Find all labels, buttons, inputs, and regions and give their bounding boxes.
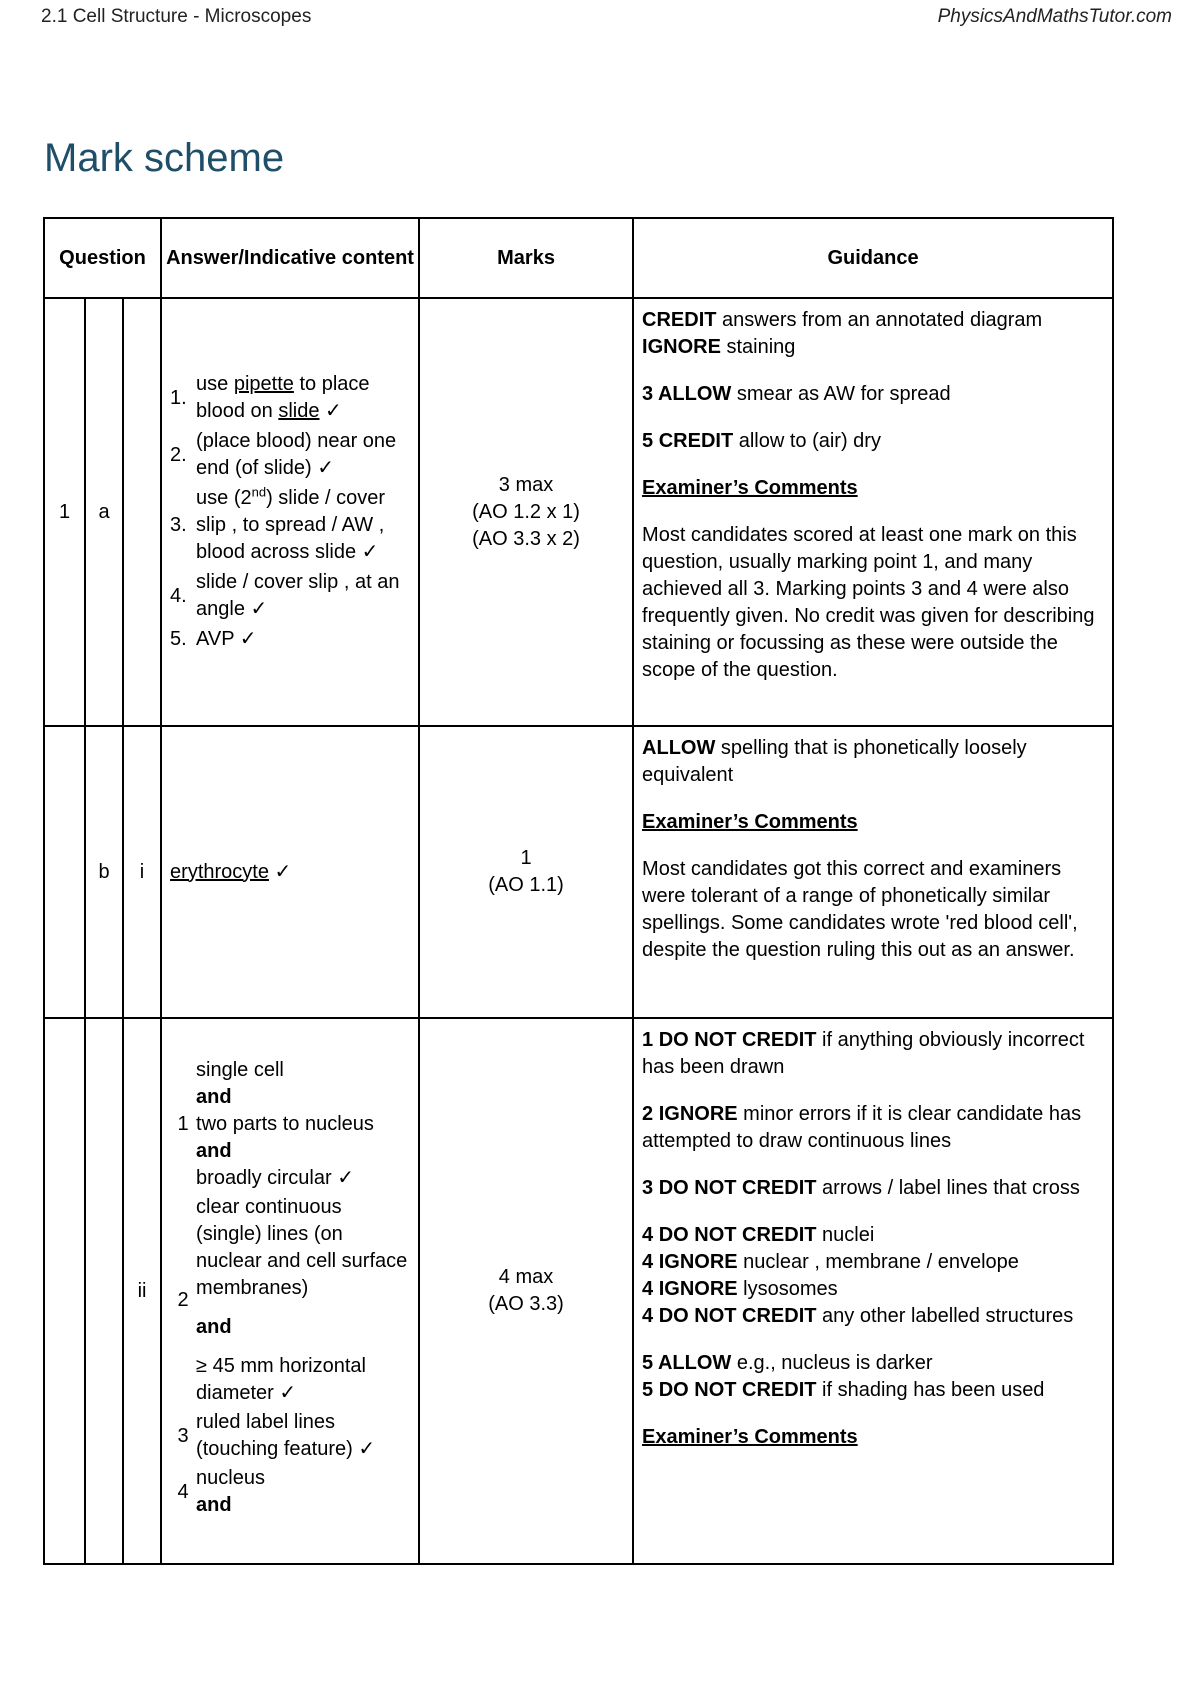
list-item: 4. slide / cover slip , at an angle ✓ (170, 571, 400, 620)
examiners-comment: Most candidates scored at least one mark on this question, usually marking point 1, and many achieved all 3. Marking points 3 and 4 were also frequently given. No credit was given for describing staining or focussing as these were outside the scope of the question. (642, 524, 1095, 681)
marks-cell: 1 (AO 1.1) (419, 726, 633, 1018)
list-item: 1. use pipette to place blood on slide ✓ (170, 373, 370, 422)
page-title: Mark scheme (44, 136, 285, 180)
guidance-cell: ALLOW spelling that is phonetically loosely equivalent Examiner’s Comments Most candidates got this correct and examiners were tolerant of a range of phonetically similar spellings. Some candidates wrote 'red blood cell', despite the question ruling this out as an answer. (633, 726, 1113, 1018)
answer-cell: erythrocyte ✓ (161, 726, 419, 1018)
list-item: 2 clear continuous (single) lines (on nuclear and cell surface membranes) and ≥ 45 mm horizontal diameter ✓ (177, 1196, 408, 1404)
mark-scheme-table (43, 217, 1114, 1565)
marks-cell: 4 max (AO 3.3) (419, 1018, 633, 1564)
list-item: 1 single cell and two parts to nucleus and broadly circular ✓ (177, 1059, 374, 1189)
question-subpart (123, 298, 161, 726)
header-right: PhysicsAndMathsTutor.com (937, 6, 1172, 27)
col-marks: Marks (419, 218, 633, 298)
header-left: 2.1 Cell Structure - Microscopes (41, 6, 312, 27)
question-subpart: ii (123, 1018, 161, 1564)
table-row (44, 1018, 1113, 1564)
list-item: 5. AVP ✓ (170, 628, 257, 650)
col-question: Question (44, 218, 161, 298)
question-subpart: i (123, 726, 161, 1018)
examiners-comments-heading: Examiner’s Comments (642, 1426, 858, 1448)
examiners-comment: Most candidates got this correct and examiners were tolerant of a range of phonetically similar spellings. Some candidates wrote 'red blood cell', despite the question ruling this out as an answer. (642, 858, 1078, 961)
answer-cell (161, 1018, 419, 1564)
guidance-cell: 1 DO NOT CREDIT if anything obviously incorrect has been drawn 2 IGNORE minor errors if it is clear candidate has attempted to draw continuous lines 3 DO NOT CREDIT arrows / label lines that cross 4 DO NOT CREDIT nuclei 4 IGNORE nuclear , membrane / envelope 4 IGNORE lysosomes 4 DO NOT CREDIT any other labelled structures 5 ALLOW e.g., nucleus is darker 5 DO NOT CREDIT if shading has been used Examiner’s Comments (633, 1018, 1113, 1564)
question-part: a (85, 298, 123, 726)
table-row (44, 726, 1113, 1018)
examiners-comments-heading: Examiner’s Comments (642, 811, 858, 833)
answer-cell (161, 298, 419, 726)
col-answer: Answer/Indicative content (161, 218, 419, 298)
table-row (44, 298, 1113, 726)
list-item: 4 nucleus and (177, 1467, 265, 1516)
marks-cell: 3 max (AO 1.2 x 1) (AO 3.3 x 2) (419, 298, 633, 726)
list-item: 3 ruled label lines (touching feature) ✓ (177, 1411, 376, 1460)
examiners-comments-heading: Examiner’s Comments (642, 477, 858, 499)
list-item: 2. (place blood) near one end (of slide) ✓ (170, 430, 397, 479)
guidance-cell: CREDIT answers from an annotated diagram IGNORE staining 3 ALLOW smear as AW for spread 5 CREDIT allow to (air) dry Examiner’s Comments Most candidates scored at least one mark on this question, usually marking point 1, and many achieved all 3. Marking points 3 and 4 were also frequently given. No credit was given for describing staining or focussing as these were outside the scope of the question. (633, 298, 1113, 726)
question-number: 1 (44, 298, 85, 726)
table-header-row (44, 218, 1113, 298)
list-item: 3. use (2nd) slide / cover slip , to spread / AW , blood across slide ✓ (170, 484, 386, 563)
col-guidance: Guidance (633, 218, 1113, 298)
question-part: b (85, 726, 123, 1018)
